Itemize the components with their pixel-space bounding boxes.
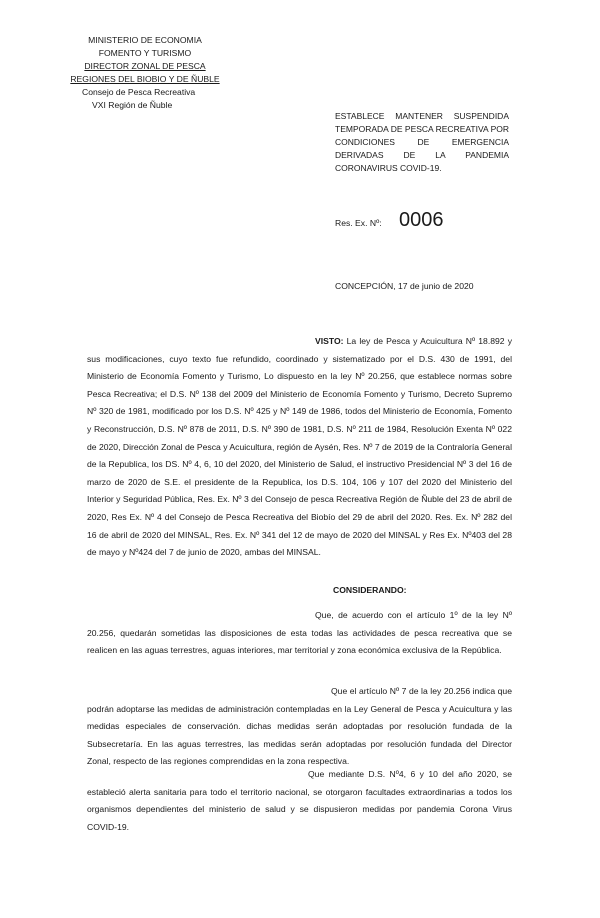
letterhead [70, 34, 220, 112]
resolution-number: 0006 [399, 209, 444, 231]
letterhead-council: Consejo de Pesca Recreativa [82, 87, 196, 97]
resolution-number-label: Res. Ex. Nº: [335, 218, 382, 228]
visto-label: VISTO: [315, 336, 344, 346]
letterhead-ministry: MINISTERIO DE ECONOMIA [88, 35, 202, 45]
visto-paragraph [87, 333, 512, 562]
considerando-heading: CONSIDERANDO: [333, 585, 407, 595]
letterhead-regions: REGIONES DEL BIOBIO Y DE ÑUBLE [70, 74, 220, 84]
considerando-paragraph-3: Que mediante D.S. Nº4, 6 y 10 del año 2020, se estableció alerta sanitaria para todo el territorio nacional, se otorgaron facultades extraordinarias a todos los organismos dependientes del ministerio de salud y se dispusieron medidas por pandemia Corona Virus COVID-19. [87, 769, 512, 832]
resolution-title: ESTABLECE MANTENER SUSPENDIDA TEMPORADA DE PESCA RECREATIVA POR CONDICIONES DE EMERGENCIA DERIVADAS DE LA PANDEMIA CORONAVIRUS COVID-19. [335, 111, 509, 173]
visto-text: La ley de Pesca y Acuicultura Nº 18.892 y sus modificaciones, cuyo texto fue refundido, coordinado y sistematizado por el D.S. 430 de 1991, del Ministerio de Economía Fomento y Turismo, Lo dispuesto en la ley Nº 20.256, que establece normas sobre Pesca Recreativa; el D.S. Nº 138 del 2009 del Ministerio de Economía Fomento y Turismo, Decreto Supremo Nº 320 de 1981, modificado por los D.S. Nº 425 y Nº 149 de 1986, todos del Ministerio de Economía, Fomento y Reconstrucción, D.S. Nº 878 de 2011, D.S. Nº 390 de 1981, D.S. Nº 211 de 1984, Resolución Exenta Nº 022 de 2020, Dirección Zonal de Pesca y Acuicultura, región de Aysén, Res. Nº 7 de 2019 de la Contraloría General de la Republica, los DS. Nº 4, 6, 10 del 2020, del Ministerio de Salud, el instructivo Presidencial Nº 3 del 16 de marzo de 2020 de S.E. el presidente de la Republica, los D.S. 104, 106 y 107 del 2020 del Ministerio del Interior y Seguridad Pública, Res. Ex. Nº 3 del Consejo de pesca Recreativa Región de Ñuble del 23 de abril de 2020, Res Ex. Nº 4 del Consejo de Pesca Recreativa del Biobío del 29 de abril del 2020. Res. Ex. Nº 282 del 16 de abril de 2020 del MINSAL, Res. Ex. Nº 341 del 12 de mayo de 2020 del MINSAL y Res Ex. Nº403 del 28 de mayo y Nº424 del 7 de junio de 2020, ambas del MINSAL. [87, 336, 512, 558]
considerando-paragraph-2: Que el artículo Nº 7 de la ley 20.256 indica que podrán adoptarse las medidas de administración contempladas en la Ley General de Pesca y Acuicultura y las medidas especiales de conservación. dichas medidas serán adoptadas por resolución fundada de la Subsecretaría. En las aguas terrestres, las medidas serán adoptadas por resolución fundada del Director Zonal, respecto de las regiones comprendidas en la zona respectiva. [87, 686, 512, 767]
letterhead-directorate: DIRECTOR ZONAL DE PESCA [84, 61, 206, 71]
letterhead-region: VXI Región de Ñuble [92, 100, 173, 110]
place-and-date: CONCEPCIÓN, 17 de junio de 2020 [335, 281, 474, 291]
considerando-paragraph-1: Que, de acuerdo con el artículo 1º de la ley Nº 20.256, quedarán sometidas las disposiciones de esta todas las actividades de pesca recreativa que se realicen en las aguas terrestres, aguas interiores, mar territorial y zona económica exclusiva de la República. [87, 610, 512, 656]
letterhead-department: FOMENTO Y TURISMO [98, 48, 192, 58]
resolution-number-block [335, 209, 444, 231]
